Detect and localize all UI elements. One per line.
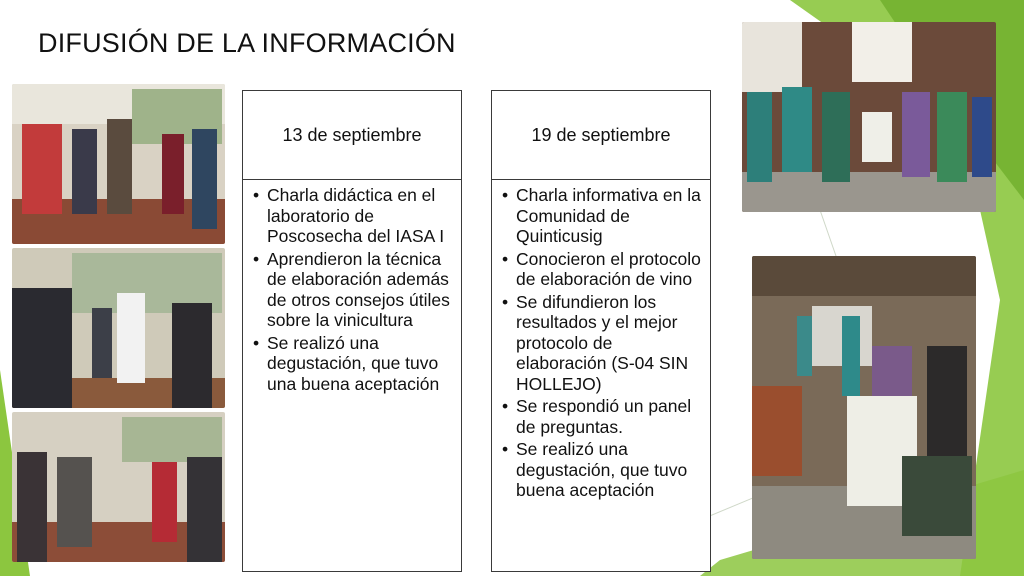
card-date: 13 de septiembre (243, 91, 461, 180)
bullet-item: • Se difundieron los resultados y el mejor protocolo de elaboración (S-04 SIN HOLLEJO) (502, 292, 702, 395)
bullet-item: • Aprendieron la técnica de elaboración además de otros consejos útiles sobre la vinicultura (253, 249, 453, 331)
photo-lab-group-1 (12, 84, 225, 244)
photo-lab-group-3 (12, 412, 225, 562)
photo-community-meeting-1 (742, 22, 996, 212)
photo-community-meeting-2 (752, 256, 976, 559)
bullet-item: • Se realizó una degustación, que tuvo una buena aceptación (253, 333, 453, 395)
bullet-item: • Charla didáctica en el laboratorio de Poscosecha del IASA I (253, 185, 453, 247)
bullet-list (502, 185, 702, 501)
card-date: 19 de septiembre (492, 91, 710, 180)
event-card-13-september (242, 90, 462, 572)
photo-lab-group-2 (12, 248, 225, 408)
event-card-19-september (491, 90, 711, 572)
slide-title: DIFUSIÓN DE LA INFORMACIÓN (38, 28, 456, 58)
bullet-item: • Se realizó una degustación, que tuvo buena aceptación (502, 439, 702, 501)
bullet-item: • Se respondió un panel de preguntas. (502, 396, 702, 437)
bullet-item: • Charla informativa en la Comunidad de Quinticusig (502, 185, 702, 247)
bullet-item: • Conocieron el protocolo de elaboración de vino (502, 249, 702, 290)
bullet-list (253, 185, 453, 394)
